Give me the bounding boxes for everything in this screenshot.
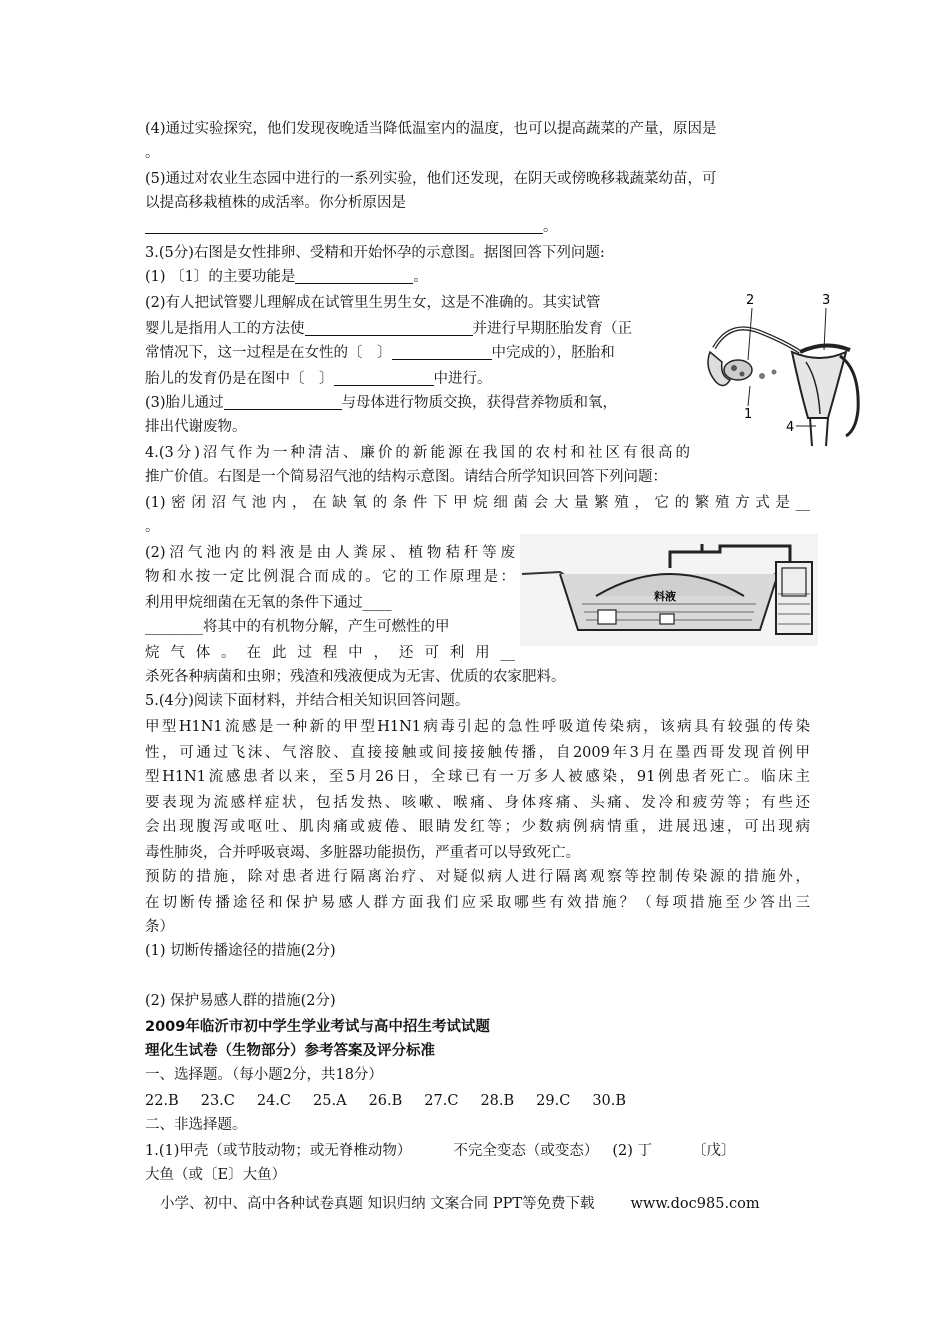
q2-p5-line1: (5)通过对农业生态园中进行的一系列实验，他们还发现，在阴天或傍晚移栽蔬菜幼苗，可	[145, 171, 717, 187]
answer-heading-2: 理化生试卷（生物部分）参考答案及评分标准	[145, 1043, 435, 1059]
answer-1-line1: 1.(1)甲壳（或节肢动物；或无脊椎动物） 不完全变态（或变态） (2) 丁 〔戊〕	[145, 1143, 736, 1159]
choice-answer: 23.C	[200, 1093, 235, 1109]
q4-p2-line6: 杀死各种病菌和虫卵；残渣和残液便成为无害、优质的农家肥料。	[145, 669, 566, 685]
q5-material-line5: 会出现腹泻或呕吐、肌肉痛或疲倦、眼睛发红等；少数病例病情重，进展迅速，可出现病	[145, 819, 810, 835]
fig-label-2: 2	[746, 293, 755, 308]
q5-material-line2: 性，可通过飞沫、气溶胶、直接接触或间接接触传播，自2009年3月在墨西哥发现首例甲	[145, 745, 810, 761]
biogas-digester-figure	[520, 534, 818, 646]
choice-answer: 29.C	[536, 1093, 571, 1109]
answer-blank[interactable]	[392, 343, 492, 360]
q4-p2-line3: 利用甲烷细菌在无氧的条件下通过____	[145, 595, 392, 611]
q4-p2-line4: ________将其中的有机物分解，产生可燃性的甲	[145, 619, 450, 635]
q5-material-line6: 毒性肺炎，合并呼吸衰竭、多脏器功能损伤，严重者可以导致死亡。	[145, 845, 580, 861]
choice-answer: 30.B	[592, 1093, 627, 1109]
q4-p1-line1: (1)密闭沼气池内，在缺氧的条件下甲烷细菌会大量繁殖，它的繁殖方式是__	[145, 495, 810, 511]
q2-p4-line2: 。	[145, 145, 160, 161]
choice-answer: 22.B	[145, 1093, 179, 1109]
q3-title: 3.(5分)右图是女性排卵、受精和开始怀孕的示意图。据图回答下列问题:	[145, 245, 605, 261]
q5-material-line1: 甲型H1N1流感是一种新的甲型H1N1病毒引起的急性呼吸道传染病，该病具有较强的传染	[145, 719, 810, 735]
footer-url-link[interactable]: www.doc985.com	[630, 1196, 760, 1212]
q3-p2-line2: 婴儿是指用人工的方法使 并进行早期胚胎发育（正	[145, 321, 632, 337]
fig-label-1: 1	[744, 407, 753, 422]
choice-answer: 24.C	[256, 1093, 292, 1109]
reproductive-system-figure	[700, 290, 870, 448]
q3-p2-line3: 常情况下，这一过程是在女性的〔 〕 中完成的），胚胎和	[145, 345, 615, 361]
choice-answer: 26.B	[368, 1093, 403, 1109]
q4-p1-line2: 。	[145, 519, 160, 535]
fig-label-3: 3	[822, 293, 831, 308]
answer-blank[interactable]	[295, 267, 413, 284]
section-1-title: 一、选择题。（每小题2分，共18分）	[145, 1067, 383, 1083]
q2-p4-line1: (4)通过实验探究，他们发现夜晚适当降低温室内的温度，也可以提高蔬菜的产量，原因是	[145, 121, 717, 137]
answer-1-line2: 大鱼（或〔E〕大鱼）	[145, 1167, 287, 1183]
q5-material-line3: 型H1N1流感患者以来，至5月26日，全球已有一万多人被感染，91例患者死亡。临床主	[145, 769, 810, 785]
q3-p1: (1) 〔1〕的主要功能是 。	[145, 269, 428, 285]
q2-p5-line2: 以提高移栽植株的成活率。你分析原因是	[145, 195, 406, 211]
footer	[160, 1192, 760, 1213]
q3-p3-line2: 排出代谢废物。	[145, 419, 247, 435]
fig-label-4: 4	[786, 420, 795, 435]
q5-question-line2: 在切断传播途径和保护易感人群方面我们应采取哪些有效措施？（每项措施至少答出三	[145, 895, 810, 911]
q5-answer-2: (2) 保护易感人群的措施(2分)	[145, 993, 336, 1009]
answer-blank[interactable]	[305, 319, 473, 336]
q4-p2-line2: 物和水按一定比例混合而成的。它的工作原理是：	[145, 569, 515, 585]
section-2-title: 二、非选择题。	[145, 1117, 247, 1133]
q5-answer-1: (1) 切断传播途径的措施(2分)	[145, 943, 336, 959]
choice-answer: 25.A	[313, 1093, 347, 1109]
q5-material-line4: 要表现为流感样症状，包括发热、咳嗽、喉痛、身体疼痛、头痛、发冷和疲劳等；有些还	[145, 795, 810, 811]
choice-answers	[145, 1090, 810, 1112]
q5-question-line3: 条）	[145, 919, 174, 935]
q4-p2-line5: 烷气体。在此过程中，还可利用__	[145, 645, 515, 661]
q3-p2-line4: 胎儿的发育仍是在图中〔 〕 中进行。	[145, 371, 492, 387]
q5-title: 5.(4分)阅读下面材料，并结合相关知识回答问题。	[145, 693, 470, 709]
q3-p3-line1: (3)胎儿通过 与母体进行物质交换，获得营养物质和氧，	[145, 395, 618, 411]
q2-p5-answer-line: 。	[145, 216, 810, 238]
choice-answer: 27.C	[424, 1093, 459, 1109]
answer-blank[interactable]	[334, 369, 434, 386]
q4-title-line1: 4.(3分)沼气作为一种清洁、廉价的新能源在我国的农村和社区有很高的	[145, 445, 690, 461]
footer-text: 小学、初中、高中各种试卷真题 知识归纳 文案合同 PPT等免费下载	[160, 1196, 595, 1212]
answer-blank[interactable]	[145, 217, 543, 234]
q4-p2-line1: (2)沼气池内的料液是由人粪尿、植物秸秆等废	[145, 545, 515, 561]
fig-label-liquid: 料液	[654, 590, 676, 603]
choice-answer: 28.B	[480, 1093, 515, 1109]
answer-heading-1: 2009年临沂市初中学生学业考试与高中招生考试试题	[145, 1019, 490, 1035]
q4-title-line2: 推广价值。右图是一个简易沼气池的结构示意图。请结合所学知识回答下列问题：	[145, 469, 667, 485]
q3-p2-line1: (2)有人把试管婴儿理解成在试管里生男生女，这是不准确的。其实试管	[145, 295, 601, 311]
q5-question-line1: 预防的措施，除对患者进行隔离治疗、对疑似病人进行隔离观察等控制传染源的措施外，	[145, 869, 810, 885]
answer-blank[interactable]	[224, 393, 342, 410]
